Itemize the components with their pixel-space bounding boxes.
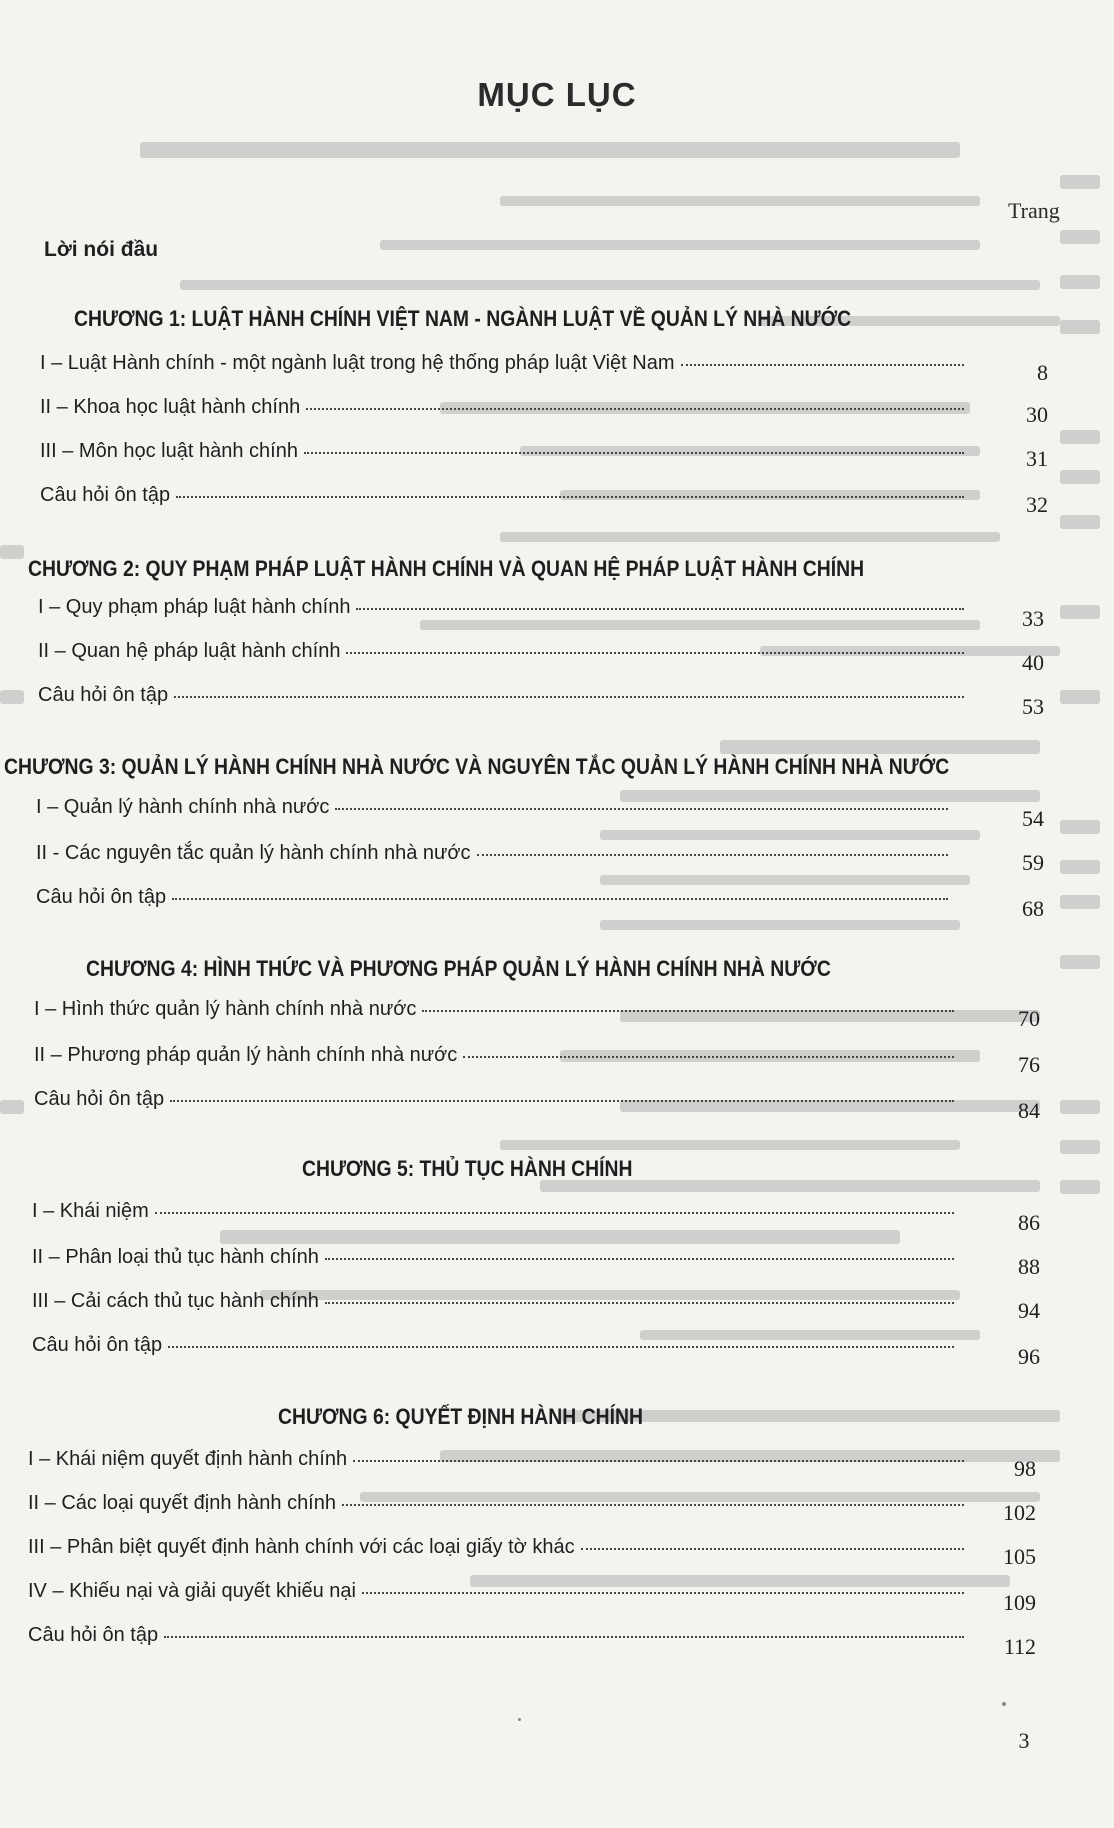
paper-speck — [518, 1718, 521, 1721]
toc-page-number: 109 — [1003, 1590, 1036, 1615]
toc-entry — [32, 1334, 960, 1364]
toc-entry — [34, 1044, 960, 1074]
toc-page-number: 31 — [1026, 446, 1048, 471]
toc-page-number: 105 — [1003, 1544, 1036, 1569]
toc-entry-label: I – Quản lý hành chính nhà nước — [36, 796, 330, 818]
dot-leader — [170, 1100, 954, 1102]
toc-page-number: 53 — [1022, 694, 1044, 719]
toc-entry — [38, 684, 970, 714]
toc-entry-label: I – Quy phạm pháp luật hành chính — [38, 596, 351, 618]
dot-leader — [353, 1460, 964, 1462]
toc-entry — [40, 484, 970, 514]
toc-entry-label: Câu hỏi ôn tập — [32, 1334, 163, 1356]
toc-entry-label: Câu hỏi ôn tập — [34, 1088, 165, 1110]
dot-leader — [342, 1504, 964, 1506]
toc-entry-label: I – Luật Hành chính - một ngành luật trong hệ thống pháp luật Việt Nam — [40, 352, 675, 374]
toc-entry — [28, 1492, 970, 1522]
page-column-label: Trang — [1008, 198, 1060, 223]
chapter-6-heading: CHƯƠNG 6: QUYẾT ĐỊNH HÀNH CHÍNH — [278, 1404, 643, 1429]
toc-entry-label: I – Khái niệm quyết định hành chính — [28, 1448, 348, 1470]
toc-page-number: 30 — [1026, 402, 1048, 427]
toc-entry-label: II – Phương pháp quản lý hành chính nhà nước — [34, 1044, 458, 1066]
toc-entry — [32, 1200, 960, 1230]
dot-leader — [335, 808, 948, 810]
toc-entry-label: Câu hỏi ôn tập — [28, 1624, 159, 1646]
toc-entry — [34, 1088, 960, 1118]
dot-leader — [581, 1548, 964, 1550]
dot-leader — [325, 1258, 954, 1260]
toc-page-number: 40 — [1022, 650, 1044, 675]
page-number: 3 — [1018, 1728, 1030, 1753]
toc-page-number: 70 — [1018, 1006, 1040, 1031]
toc-page-number: 94 — [1018, 1298, 1040, 1323]
paper-speck — [1002, 1702, 1006, 1706]
preface-entry: Lời nói đầu — [44, 238, 159, 261]
chapter-2-heading: CHƯƠNG 2: QUY PHẠM PHÁP LUẬT HÀNH CHÍNH VÀ QUAN HỆ PHÁP LUẬT HÀNH CHÍNH — [28, 556, 865, 581]
toc-entry-label: Câu hỏi ôn tập — [38, 684, 169, 706]
dot-leader — [681, 364, 964, 366]
dot-leader — [164, 1636, 964, 1638]
toc-entry-label: III – Môn học luật hành chính — [40, 440, 298, 462]
toc-page-number: 68 — [1022, 896, 1044, 921]
dot-leader — [463, 1056, 954, 1058]
toc-page-number: 98 — [1014, 1456, 1036, 1481]
toc-entry-label: Câu hỏi ôn tập — [40, 484, 171, 506]
toc-entry-label: IV – Khiếu nại và giải quyết khiếu nại — [28, 1580, 356, 1602]
dot-leader — [477, 854, 948, 856]
toc-page-number: 8 — [1037, 360, 1048, 385]
toc-entry-label: I – Khái niệm — [32, 1200, 149, 1222]
toc-entry — [28, 1448, 970, 1478]
toc-entry — [38, 640, 970, 670]
toc-entry-label: II – Quan hệ pháp luật hành chính — [38, 640, 341, 662]
dot-leader — [155, 1212, 954, 1214]
toc-entry — [40, 440, 970, 470]
toc-entry — [32, 1290, 960, 1320]
toc-entry — [36, 796, 954, 826]
toc-entry — [36, 886, 954, 916]
toc-page-number: 84 — [1018, 1098, 1040, 1123]
toc-page-number: 96 — [1018, 1344, 1040, 1369]
toc-page-number: 59 — [1022, 850, 1044, 875]
toc-entry-label: III – Cải cách thủ tục hành chính — [32, 1290, 319, 1312]
dot-leader — [306, 408, 964, 410]
toc-entry-label: II – Các loại quyết định hành chính — [28, 1492, 336, 1514]
chapter-3-heading: CHƯƠNG 3: QUẢN LÝ HÀNH CHÍNH NHÀ NƯỚC VÀ NGUYÊN TẮC QUẢN LÝ HÀNH CHÍNH NHÀ NƯỚC — [4, 754, 950, 779]
dot-leader — [346, 652, 964, 654]
toc-entry-label: II – Phân loại thủ tục hành chính — [32, 1246, 319, 1268]
dot-leader — [304, 452, 964, 454]
toc-page-number: 33 — [1022, 606, 1044, 631]
toc-entry-label: II - Các nguyên tắc quản lý hành chính nhà nước — [36, 842, 471, 864]
toc-page-number: 102 — [1003, 1500, 1036, 1525]
toc-entry — [40, 396, 970, 426]
dot-leader — [325, 1302, 954, 1304]
dot-leader — [422, 1010, 954, 1012]
toc-page-number: 112 — [1003, 1634, 1036, 1659]
toc-page-number: 88 — [1018, 1254, 1040, 1279]
chapter-4-heading: CHƯƠNG 4: HÌNH THỨC VÀ PHƯƠNG PHÁP QUẢN LÝ HÀNH CHÍNH NHÀ NƯỚC — [86, 956, 831, 981]
dot-leader — [356, 608, 964, 610]
dot-leader — [172, 898, 948, 900]
toc-entry — [28, 1624, 970, 1654]
toc-entry — [36, 842, 954, 872]
toc-entry-label: I – Hình thức quản lý hành chính nhà nước — [34, 998, 417, 1020]
toc-entry — [40, 352, 970, 382]
toc-page-number: 32 — [1026, 492, 1048, 517]
toc-page-number: 54 — [1022, 806, 1044, 831]
toc-entry — [32, 1246, 960, 1276]
chapter-5-heading: CHƯƠNG 5: THỦ TỤC HÀNH CHÍNH — [302, 1156, 633, 1181]
toc-entry-label: Câu hỏi ôn tập — [36, 886, 167, 908]
toc-entry — [38, 596, 970, 626]
toc-entry — [34, 998, 960, 1028]
dot-leader — [362, 1592, 964, 1594]
dot-leader — [174, 696, 964, 698]
toc-entry — [28, 1536, 970, 1566]
toc-entry — [28, 1580, 970, 1610]
chapter-1-heading: CHƯƠNG 1: LUẬT HÀNH CHÍNH VIỆT NAM - NGÀNH LUẬT VỀ QUẢN LÝ NHÀ NƯỚC — [74, 306, 852, 331]
page-title: MỤC LỤC — [477, 76, 637, 113]
dot-leader — [168, 1346, 954, 1348]
toc-entry-label: II – Khoa học luật hành chính — [40, 396, 301, 418]
toc-page-number: 86 — [1018, 1210, 1040, 1235]
toc-entry-label: III – Phân biệt quyết định hành chính với các loại giấy tờ khác — [28, 1536, 575, 1558]
toc-page-number: 76 — [1018, 1052, 1040, 1077]
dot-leader — [176, 496, 964, 498]
